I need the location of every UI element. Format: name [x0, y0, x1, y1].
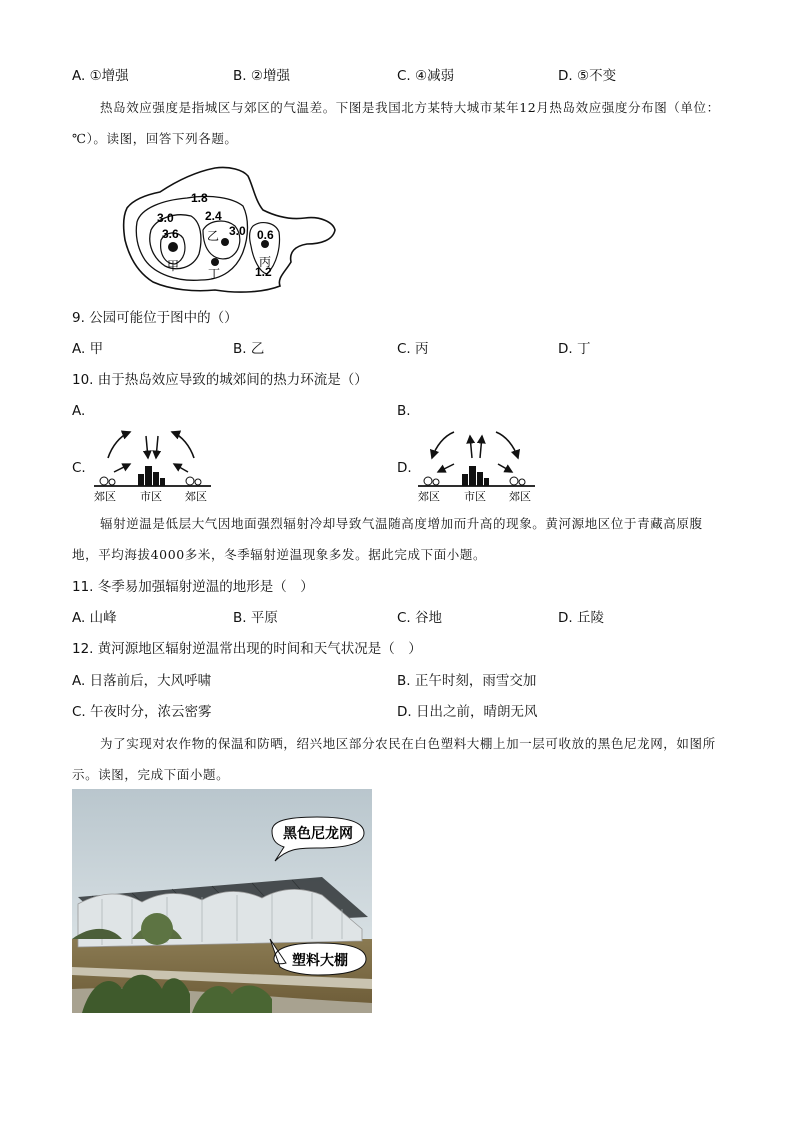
- diagram-d-label-suburb-left: 郊区: [418, 491, 440, 503]
- label-plastic-shed: 塑料大棚: [292, 952, 348, 968]
- q9-option-c: C. 丙: [397, 341, 429, 357]
- place-label-jia: 甲: [167, 259, 180, 273]
- label-black-nylon-net: 黑色尼龙网: [283, 825, 353, 841]
- q11-option-d: D. 丘陵: [558, 610, 604, 626]
- contour-label-1-8: 1.8: [191, 191, 208, 205]
- point-yi-marker: [221, 238, 229, 246]
- place-label-ding: 丁: [208, 267, 221, 281]
- q10-option-d: D.: [397, 460, 412, 476]
- q10-stem: 10. 由于热岛效应导致的城郊间的热力环流是（）: [72, 372, 368, 388]
- greenhouse-intro: 为了实现对农作物的保温和防晒，绍兴地区部分农民在白色塑料大棚上加一层可收放的黑色尼龙网，如图所示。读图，完成下面小题。: [72, 736, 716, 782]
- heat-island-intro: 热岛效应强度是指城区与郊区的气温差。下图是我国北方某特大城市某年12月热岛效应强度分布图（单位：℃）。读图，回答下列各题。: [72, 100, 720, 146]
- place-label-bing: 丙: [259, 255, 272, 269]
- circulation-diagram-d: [414, 428, 539, 504]
- point-ding-marker: [211, 258, 219, 266]
- q11-option-b: B. 平原: [233, 610, 278, 626]
- diagram-c-label-suburb-right: 郊区: [185, 491, 207, 503]
- q9-option-d: D. 丁: [558, 341, 591, 357]
- circulation-diagram-c: [90, 428, 215, 504]
- q12-stem: 12. 黄河源地区辐射逆温常出现的时间和天气状况是（ ）: [72, 641, 422, 657]
- q8-option-b: B. ②增强: [233, 68, 290, 84]
- greenhouse-photo: [72, 789, 372, 1013]
- q12-option-d: D. 日出之前，晴朗无风: [397, 704, 538, 720]
- q10-option-a: A.: [72, 403, 86, 419]
- contour-label-0-6: 0.6: [257, 228, 274, 242]
- q12-option-a: A. 日落前后，大风呼啸: [72, 673, 212, 689]
- q10-option-b: B.: [397, 403, 411, 419]
- q11-option-a: A. 山峰: [72, 610, 117, 626]
- q9-stem: 9. 公园可能位于图中的（）: [72, 310, 238, 326]
- q12-option-c: C. 午夜时分，浓云密雾: [72, 704, 212, 720]
- diagram-c-label-suburb-left: 郊区: [94, 491, 116, 503]
- q12-option-b: B. 正午时刻，雨雪交加: [397, 673, 537, 689]
- heat-island-map: [115, 160, 340, 298]
- q10-option-c: C.: [72, 460, 86, 476]
- q8-option-a: A. ①增强: [72, 68, 129, 84]
- contour-label-2-4: 2.4: [205, 209, 222, 223]
- point-jia-marker: [168, 242, 178, 252]
- diagram-d-label-suburb-right: 郊区: [509, 491, 531, 503]
- q11-option-c: C. 谷地: [397, 610, 443, 626]
- place-label-yi: 乙: [207, 229, 220, 243]
- contour-label-3-0-right: 3.0: [229, 224, 246, 238]
- inversion-intro: 辐射逆温是低层大气因地面强烈辐射冷却导致气温随高度增加而升高的现象。黄河源地区位于青藏高原腹地，平均海拔4000多米，冬季辐射逆温现象多发。据此完成下面小题。: [72, 516, 703, 562]
- q9-option-b: B. 乙: [233, 341, 265, 357]
- contour-label-1-2: 1.2: [255, 265, 272, 279]
- contour-label-3-6: 3.6: [162, 227, 179, 241]
- contour-label-3-0-left: 3.0: [157, 211, 174, 225]
- diagram-c-label-city: 市区: [140, 491, 162, 503]
- q9-option-a: A. 甲: [72, 341, 104, 357]
- q8-option-c: C. ④减弱: [397, 68, 455, 84]
- diagram-d-label-city: 市区: [464, 491, 486, 503]
- q11-stem: 11. 冬季易加强辐射逆温的地形是（ ）: [72, 579, 314, 595]
- q8-option-d: D. ⑤不变: [558, 68, 617, 84]
